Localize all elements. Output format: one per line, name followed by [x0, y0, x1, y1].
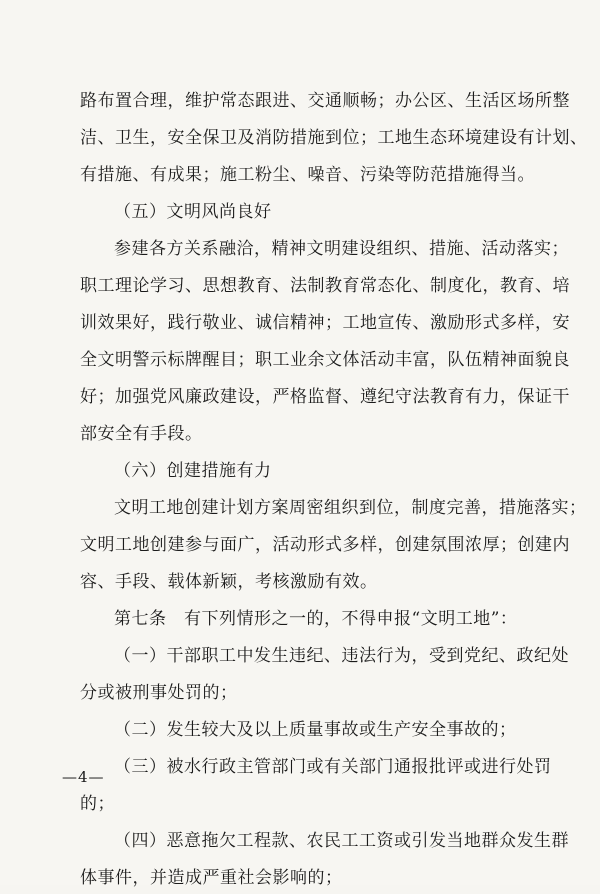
article-heading: 第七条 有下列情形之一的，不得申报“文明工地”： — [114, 609, 518, 629]
text-line: 参建各方关系融洽，精神文明建设组织、措施、活动落实； — [114, 239, 569, 259]
text-line: 训效果好，践行敬业、诚信精神；工地宣传、激励形式多样，安 — [80, 313, 570, 333]
section-heading: （五）文明风尚良好 — [114, 202, 272, 222]
body-text — [80, 86, 588, 894]
text-line: （一）干部职工中发生违纪、违法行为，受到党纪、政纪处 — [114, 646, 569, 666]
text-line: 路布置合理，维护常态跟进、交通顺畅；办公区、生活区场所整 — [80, 91, 570, 111]
text-line: （四）恶意拖欠工程款、农民工工资或引发当地群众发生群 — [114, 831, 569, 851]
text-line: 的； — [80, 794, 115, 814]
page-number: —4— — [62, 768, 105, 786]
text-line: （二）发生较大及以上质量事故或生产安全事故的； — [114, 720, 517, 740]
text-line: 体事件，并造成严重社会影响的； — [80, 868, 343, 888]
text-line: 文明工地创建参与面广，活动形式多样，创建氛围浓厚；创建内 — [80, 535, 570, 555]
section-heading: （六）创建措施有力 — [114, 461, 272, 481]
text-line: 全文明警示标牌醒目；职工业余文体活动丰富，队伍精神面貌良 — [80, 350, 570, 370]
text-line: 洁、卫生，安全保卫及消防措施到位；工地生态环境建设有计划、 — [80, 128, 588, 148]
text-line: 文明工地创建计划方案周密组织到位，制度完善，措施落实； — [114, 498, 587, 518]
text-line: 分或被刑事处罚的； — [80, 683, 238, 703]
text-line: 容、手段、载体新颖，考核激励有效。 — [80, 572, 378, 592]
text-line: 有措施、有成果；施工粉尘、噪音、污染等防范措施得当。 — [80, 165, 535, 185]
text-line: 职工理论学习、思想教育、法制教育常态化、制度化，教育、培 — [80, 276, 570, 296]
text-line: 好；加强党风廉政建设，严格监督、遵纪守法教育有力，保证干 — [80, 387, 570, 407]
text-line: （三）被水行政主管部门或有关部门通报批评或进行处罚 — [114, 757, 552, 777]
text-line: 部安全有手段。 — [80, 424, 203, 444]
